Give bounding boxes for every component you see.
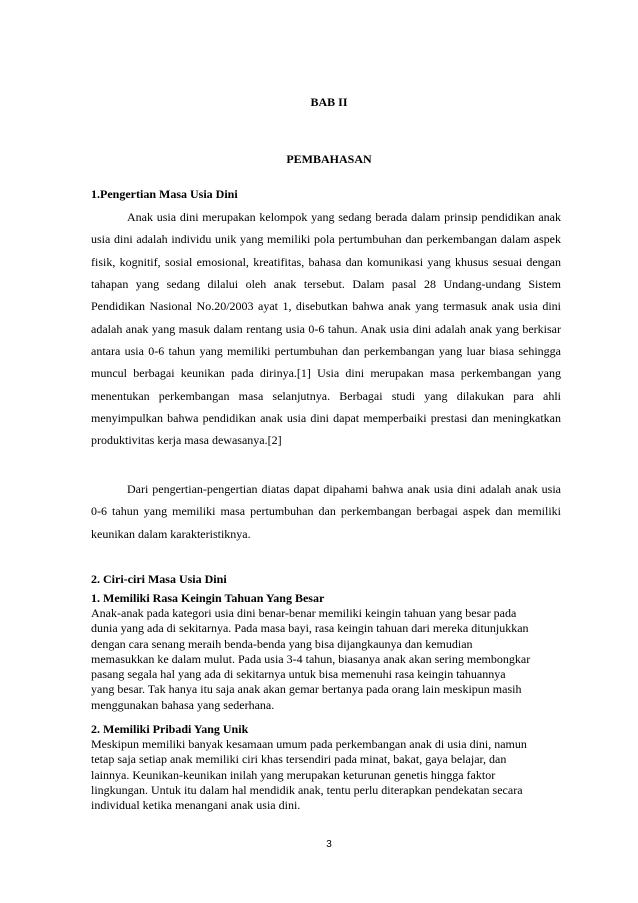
item-1-heading: 1. Memiliki Rasa Keingin Tahuan Yang Besar [91,591,325,605]
page-number: 3 [326,839,332,850]
item-2-heading: 2. Memiliki Pribadi Yang Unik [91,722,249,736]
text-line: menggunakan bahasa yang sederhana. [91,697,275,712]
text-line: pasang segala hal yang ada di sekitarnya untuk bisa memenuhi rasa keingin tahuannya [91,667,506,682]
section-2-heading: 2. Ciri-ciri Masa Usia Dini [91,572,227,586]
text-line: tetap saja setiap anak memiliki ciri khas tersendiri pada minat, bakat, gaya belajar, dan [91,752,507,767]
item-1-body [91,606,561,713]
text-line: yang besar. Tak hanya itu saja anak akan gemar bertanya pada orang lain meskipun masih [91,682,522,697]
text-line: lingkungan. Untuk itu dalam hal mendidik anak, tentu perlu diterapkan pendekatan secara [91,782,523,797]
section-1-paragraph-1: Anak usia dini merupakan kelompok yang sedang berada dalam prinsip pendidikan anak usia dini adalah individu unik yang memiliki pola pertumbuhan dan perkembangan dalam aspek fisik, kognitif, sosial emosional, kreatifitas, bahasa dan komunikasi yang khusus sesuai dengan tahapan yang sedang dilalui oleh anak tersebut. Dalam pasal 28 Undang-undang Sistem Pendidikan Nasional No.20/2003 ayat 1, disebutkan bahwa anak yang termasuk anak usia dini adalah anak yang masuk dalam rentang usia 0-6 tahun. Anak usia dini adalah anak yang berkisar antara usia 0-6 tahun yang memiliki pertumbuhan dan perkembangan yang luar biasa sehingga muncul berbagai keunikan pada dirinya.[1] Usia dini merupakan masa perkembangan yang menentukan perkembangan masa selanjutnya. Berbagai studi yang dilakukan para ahli menyimpulkan bahwa pendidikan anak usia dini dapat memperbaiki prestasi dan meningkatkan produktivitas kerja masa dewasanya.[2] [91,210,561,448]
text-line: Anak-anak pada kategori usia dini benar-benar memiliki keingin tahuan yang besar pada [91,606,517,620]
text-line: individual ketika menangani anak usia dini. [91,798,301,813]
section-1-paragraph-2: Dari pengertian-pengertian diatas dapat dipahami bahwa anak usia dini adalah anak usia 0-6 tahun yang memiliki masa pertumbuhan dan perkembangan berbagai aspek dan memiliki keunikan dalam karakteristiknya. [91,482,561,541]
text-line: dengan cara senang meraih benda-benda yang bisa dijangkaunya dan kemudian [91,636,473,651]
item-2-body [91,737,561,813]
text-line: dunia yang ada di sekitarnya. Pada masa bayi, rasa keingin tahuan dari mereka ditunjukkan [91,621,529,636]
section-1-heading: 1.Pengertian Masa Usia Dini [91,187,238,201]
text-line: memasukkan ke dalam mulut. Pada usia 3-4 tahun, biasanya anak akan sering membongkar [91,651,531,666]
text-line: lainnya. Keunikan-keunikan inilah yang merupakan keturunan genetis hingga faktor [91,767,496,782]
chapter-title: PEMBAHASAN [286,152,372,166]
chapter-label: BAB II [310,95,348,109]
text-line: Meskipun memiliki banyak kesamaan umum pada perkembangan anak di usia dini, namun [91,737,527,751]
